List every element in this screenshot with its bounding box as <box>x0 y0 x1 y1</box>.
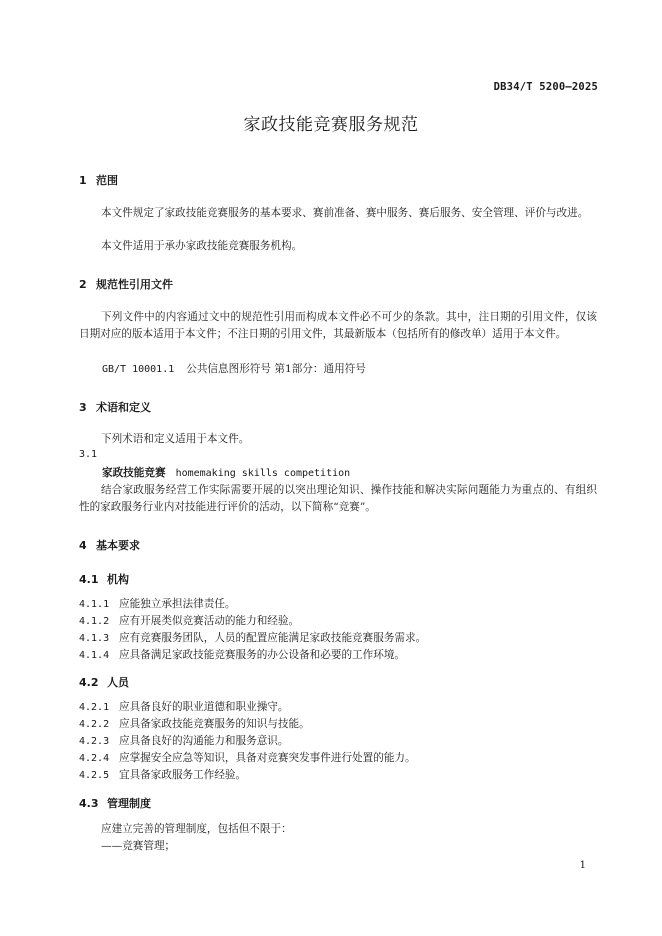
list-item <box>79 647 405 662</box>
item-number: 4.1.4 <box>79 650 110 661</box>
section-title: 规范性引用文件 <box>96 278 173 291</box>
item-number: 4.1.3 <box>79 633 110 644</box>
item-number: 4.1.1 <box>79 599 110 610</box>
term-english: homemaking skills competition <box>175 468 351 479</box>
section-heading-1 <box>79 172 118 188</box>
reference-entry <box>102 361 366 376</box>
term-entry <box>102 465 350 480</box>
paragraph-applicability: 本文件适用于承办家政技能竞赛服务机构。 <box>101 240 303 252</box>
page-title: 家政技能竞赛服务规范 <box>243 115 419 135</box>
term-definition: 结合家政服务经营工作实际需要开展的以突出理论知识、操作技能和解决实际问题能力为重点的、有组织性的家政服务行业内对技能进行评价的活动，以下简称“竞赛”。 <box>79 484 597 513</box>
item-text: 应掌握安全应急等知识，具备对竞赛突发事件进行处置的能力。 <box>119 752 416 764</box>
section-number: 1 <box>79 174 87 187</box>
item-text: 应具备良好的沟通能力和服务意识。 <box>119 735 289 747</box>
term-number: 3.1 <box>79 449 98 460</box>
item-number: 4.2.1 <box>79 702 110 713</box>
section-title: 基本要求 <box>96 539 140 552</box>
section-title: 范围 <box>96 174 118 187</box>
item-text: 应有竞赛服务团队，人员的配置应能满足家政技能竞赛服务需求。 <box>119 632 427 644</box>
subsection-title: 管理制度 <box>107 797 151 810</box>
list-item <box>79 750 416 765</box>
section-title: 术语和定义 <box>96 401 151 414</box>
section-number: 4 <box>79 539 87 552</box>
subsection-heading-4-1 <box>79 571 129 587</box>
subsection-title: 机构 <box>107 573 129 586</box>
list-item <box>79 630 426 645</box>
paragraph-scope: 本文件规定了家政技能竞赛服务的基本要求、赛前准备、赛中服务、赛后服务、安全管理、评价与改进。 <box>101 207 589 219</box>
list-item <box>79 613 299 628</box>
list-item <box>79 596 236 611</box>
item-number: 4.2.4 <box>79 753 110 764</box>
item-text: 宜具备家政服务工作经验。 <box>119 769 247 781</box>
subsection-number: 4.1 <box>79 573 99 586</box>
subsection-title: 人员 <box>107 676 129 689</box>
list-item <box>79 733 289 748</box>
subsection-number: 4.3 <box>79 797 99 810</box>
item-number: 4.1.2 <box>79 616 110 627</box>
subsection-heading-4-2 <box>79 674 129 690</box>
paragraph-normative-refs: 下列文件中的内容通过文中的规范性引用而构成本文件必不可少的条款。其中，注日期的引用文件，仅该日期对应的版本适用于本文件；不注日期的引用文件，其最新版本（包括所有的修改单）适用于本文件。 <box>79 311 597 340</box>
dash-list-item: ——竞赛管理； <box>101 840 176 852</box>
item-text: 应能独立承担法律责任。 <box>119 598 236 610</box>
item-text: 应具备满足家政技能竞赛服务的办公设备和必要的工作环境。 <box>119 649 406 661</box>
section-heading-3 <box>79 399 151 415</box>
reference-code: GB/T 10001.1 <box>102 364 175 375</box>
list-item <box>79 767 246 782</box>
paragraph-terms-intro: 下列术语和定义适用于本文件。 <box>101 433 250 445</box>
paragraph-management: 应建立完善的管理制度，包括但不限于： <box>101 823 292 835</box>
section-heading-2 <box>79 276 173 292</box>
item-text: 应有开展类似竞赛活动的能力和经验。 <box>119 615 300 627</box>
subsection-number: 4.2 <box>79 676 99 689</box>
item-text: 应具备良好的职业道德和职业操守。 <box>119 701 289 713</box>
item-number: 4.2.3 <box>79 736 110 747</box>
page-number: 1 <box>579 860 586 871</box>
subsection-heading-4-3 <box>79 795 151 811</box>
section-heading-4 <box>79 537 140 553</box>
item-text: 应具备家政技能竞赛服务的知识与技能。 <box>119 718 310 730</box>
reference-title: 公共信息图形符号 第1部分：通用符号 <box>186 363 366 375</box>
list-item <box>79 716 310 731</box>
section-number: 2 <box>79 278 87 291</box>
term-chinese: 家政技能竞赛 <box>102 467 166 479</box>
document-number: DB34/T 5200—2025 <box>493 81 598 93</box>
list-item <box>79 699 289 714</box>
section-number: 3 <box>79 401 87 414</box>
item-number: 4.2.2 <box>79 719 110 730</box>
item-number: 4.2.5 <box>79 770 110 781</box>
